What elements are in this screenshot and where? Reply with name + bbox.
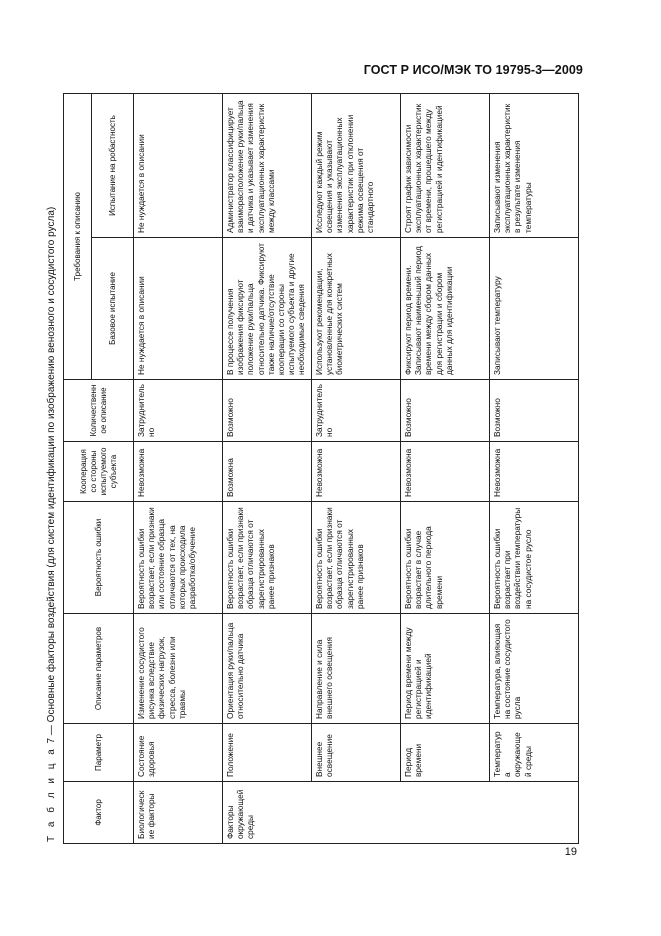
cell-parameter: Период времени xyxy=(401,724,490,782)
cell-base-test: Не нуждается в описании xyxy=(134,238,223,380)
table-caption xyxy=(45,94,63,842)
header-base-test: Базовое испытание xyxy=(92,238,134,380)
table-caption-text: 7 — Основные факторы воздействия (для систем идентификации по изображению венозного и сосудистого русла) xyxy=(46,206,57,744)
cell-parameter: Температура окружающей среды xyxy=(490,724,579,782)
cell-parameter: Внешнее освещение xyxy=(312,724,401,782)
cell-description: Период времени между регистрацией и идентификацией xyxy=(401,614,490,724)
cell-factor: Биологические факторы xyxy=(134,782,223,844)
header-description: Описание параметров xyxy=(64,614,134,724)
header-quantitative: Количественное описание xyxy=(64,380,134,442)
header-robustness-test: Испытание на робастность xyxy=(92,93,134,237)
cell-quantitative: Возможно xyxy=(401,380,490,442)
cell-error-probability: Вероятность ошибки возрастает, если признаки образца отличаются от зарегистрированных ранее признаков xyxy=(312,502,401,614)
cell-cooperation: Возможна xyxy=(223,442,312,502)
cell-base-test: Записывают температуру xyxy=(490,238,579,380)
cell-robustness-test: Не нуждается в описании xyxy=(134,93,223,237)
cell-cooperation: Невозможна xyxy=(401,442,490,502)
cell-base-test: Используют рекомендации, установленные для конкретных биометрических систем xyxy=(312,238,401,380)
cell-parameter: Состояние здоровья xyxy=(134,724,223,782)
table-caption-label: Т а б л и ц а xyxy=(46,746,57,842)
cell-description: Температура, влияющая на состояние сосудистого русла xyxy=(490,614,579,724)
cell-base-test: В процессе получения изображения фиксируют положение руки/пальца относительно датчика. Фиксируют также наличие/отсутствие кооперации со стороны испытуемого субъекта и другие необходимые сведения xyxy=(223,238,312,380)
page-number: 19 xyxy=(564,846,577,858)
cell-quantitative: Затруднительно xyxy=(312,380,401,442)
cell-base-test: Фиксируют период времени. Записывают наименьший период времени между сбором данных для регистрации и сбором данных для идентификации xyxy=(401,238,490,380)
cell-quantitative: Возможно xyxy=(223,380,312,442)
header-requirements: Требования к описанию xyxy=(64,93,92,379)
table-row xyxy=(312,93,401,843)
cell-robustness-test: Администратор классифицирует взаиморасположение руки/пальца и датчика и указывает изменения эксплуатационных характеристик между классами xyxy=(223,93,312,237)
cell-quantitative: Затруднительно xyxy=(134,380,223,442)
table-row xyxy=(223,93,312,843)
cell-robustness-test: Записывают изменения эксплуатационных характеристик в результате изменения температуры xyxy=(490,93,579,237)
factors-table xyxy=(63,93,579,844)
cell-quantitative: Возможно xyxy=(490,380,579,442)
cell-description: Ориентация руки/пальца относительно датчика xyxy=(223,614,312,724)
table-row xyxy=(401,93,490,843)
cell-factor: Факторы окружающей среды xyxy=(223,782,579,844)
cell-cooperation: Невозможна xyxy=(134,442,223,502)
header-parameter: Параметр xyxy=(64,724,134,782)
header-cooperation: Кооперация со стороны испытуемого субъекта xyxy=(64,442,134,502)
cell-description: Направление и сила внешнего освещения xyxy=(312,614,401,724)
header-factor: Фактор xyxy=(64,782,134,844)
header-error-probability: Вероятность ошибки xyxy=(64,502,134,614)
table-row xyxy=(134,93,223,843)
cell-error-probability: Вероятность ошибки возрастает в случае длительного периода времени xyxy=(401,502,490,614)
table-row xyxy=(490,93,579,843)
document-header: ГОСТ Р ИСО/МЭК ТО 19795-3—2009 xyxy=(363,63,583,77)
cell-cooperation: Невозможна xyxy=(490,442,579,502)
cell-error-probability: Вероятность ошибки возрастает, если признаки образца отличаются от зарегистрированных ранее признаков xyxy=(223,502,312,614)
cell-error-probability: Вероятность ошибки возрастает при воздействии температуры на сосудистое русло xyxy=(490,502,579,614)
cell-cooperation: Невозможна xyxy=(312,442,401,502)
cell-error-probability: Вероятность ошибки возрастает, если признаки или состояние образца отличаются от тех, на которых происходила разработка/обучение xyxy=(134,502,223,614)
cell-description: Изменение сосудистого рисунка вследствие физических нагрузок, стресса, болезни или травмы xyxy=(134,614,223,724)
cell-robustness-test: Строят график зависимости эксплуатационных характеристик от времени, прошедшего между регистрацией и идентификацией xyxy=(401,93,490,237)
rotated-table-block xyxy=(45,94,565,844)
cell-robustness-test: Исследуют каждый режим освещения и указывают изменения эксплуатационных характеристик при отклонении режима освещения от стандартного xyxy=(312,93,401,237)
cell-parameter: Положение xyxy=(223,724,312,782)
